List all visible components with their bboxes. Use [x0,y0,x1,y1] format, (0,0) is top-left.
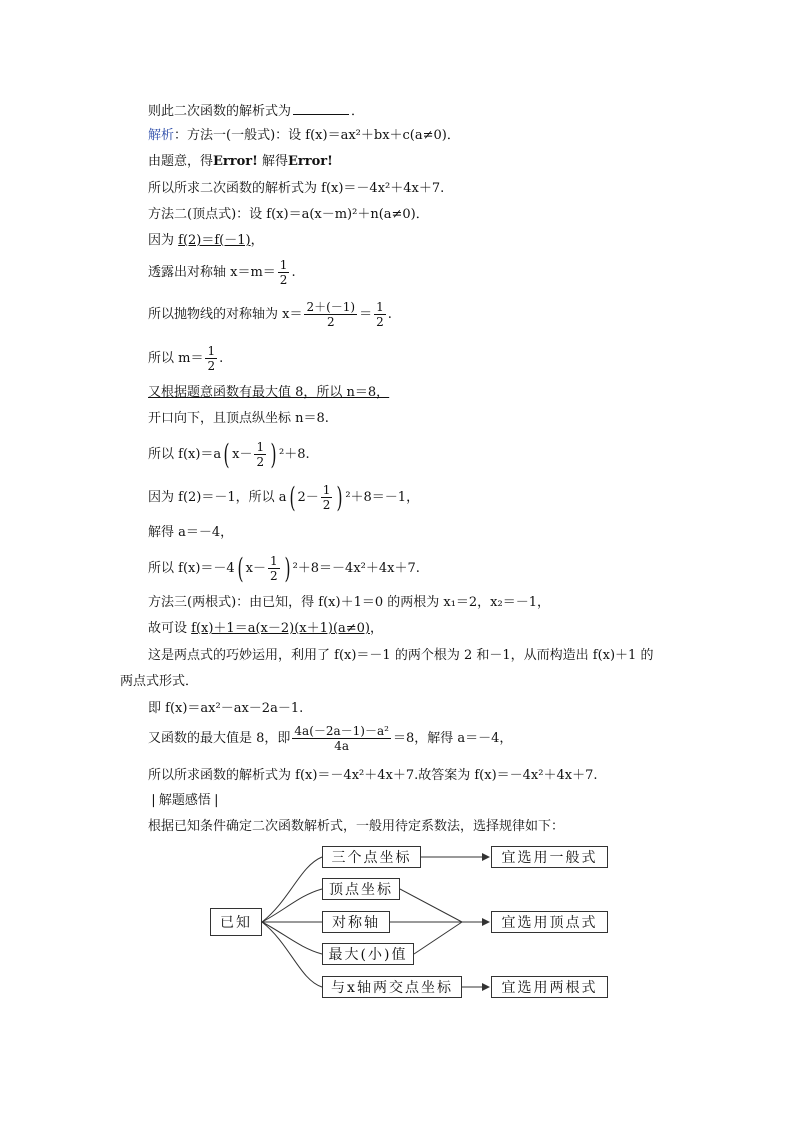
final-answer-line: 所以所求函数的解析式为 f(x)＝－4x²＋4x＋7.故答案为 f(x)＝－4x²＋4x＋7. [148,768,598,783]
condition-three-points: 三个点坐标 [322,846,421,868]
question-line [148,102,364,121]
condition-max-min-value: 最大(小)值 [322,943,414,965]
numerator: 1 [269,554,278,568]
left-paren: ( [223,437,230,471]
denominator: 2 [376,315,384,329]
max-value-line: 又根据题意函数有最大值 8，所以 n＝8， [148,385,390,400]
question-end: ． [351,104,365,119]
text: 所以 f(x)＝a [148,447,222,462]
numerator: 1 [322,483,331,497]
method-one-text: ：方法一(一般式)：设 f(x)＝ax²＋bx＋c(a≠0)． [174,128,460,143]
numerator: 1 [279,258,288,272]
parabola-axis-line [148,300,392,329]
insight-heading: ❘解题感悟❘ [148,793,222,808]
result-line-2 [148,551,420,585]
numerator: 4a(－2a－1)－a² [294,724,389,738]
underlined-condition: f(2)＝f(－1) [178,233,251,248]
numerator: 1 [256,440,265,454]
text: x－ [232,447,253,462]
text: 又函数的最大值是 8，即 [148,731,291,746]
condition-vertex-coordinates: 顶点坐标 [322,878,400,900]
two-root-form-line [148,620,383,638]
denominator: 2 [279,273,288,287]
text: . [291,265,296,280]
text: ²＋8＝－1， [345,490,420,505]
text: 因为 [148,233,179,248]
numerator: 1 [376,300,384,314]
fraction [321,483,333,512]
fraction [278,258,290,287]
solution-method-one [148,127,460,145]
numerator: 1 [207,344,216,358]
error-line [148,153,333,171]
left-paren: ( [237,551,244,585]
denominator: 2 [269,569,278,583]
fraction [205,344,217,373]
method-three-line: 方法三(两根式)：由已知，得 f(x)＋1＝0 的两根为 x₁＝2，x₂＝－1， [148,595,550,610]
condition-symmetry-axis: 对称轴 [322,911,390,933]
fraction [254,440,266,469]
result-general-form: 宜选用一般式 [491,846,608,868]
fraction [268,554,280,583]
max-value-formula-line [148,724,512,753]
text: 所以 f(x)＝－4 [148,561,235,576]
symmetry-cause-line [148,232,264,250]
answer-blank [293,102,349,115]
text: x－ [245,561,266,576]
result-vertex-form: 宜选用顶点式 [491,911,608,933]
denominator: 2 [207,359,216,373]
result-line-1: 所以所求二次函数的解析式为 f(x)＝－4x²＋4x＋7. [148,181,445,196]
text: 因为 f(2)＝－1，所以 a [148,490,287,505]
right-paren: ) [336,480,343,514]
denominator: 2 [322,498,331,512]
left-paren: ( [288,480,295,514]
error-text-1: Error! [213,154,258,169]
expanded-form-line: 即 f(x)＝ax²－ax－2a－1. [148,701,304,716]
fraction [304,300,357,329]
text: 所以抛物线的对称轴为 x＝ [148,307,303,322]
question-text: 则此二次函数的解析式为 [148,104,292,119]
text: . [219,351,224,366]
vertex-form-line [148,437,310,471]
insight-text: 根据已知条件确定二次函数解析式，一般用待定系数法，选择规律如下： [148,819,565,834]
error-line-mid: 解得 [257,154,288,169]
numerator: 2＋(－1) [306,300,356,314]
denominator: 2 [256,455,265,469]
error-text-2: Error! [288,154,333,169]
text: ²＋8＝－4x²＋4x＋7. [292,561,420,576]
text: 故可设 [148,621,192,636]
m-value-line [148,344,223,373]
result-two-root-form: 宜选用两根式 [491,976,608,998]
text: ， [250,233,264,248]
error-line-prefix: 由题意，得 [148,154,214,169]
solution-label: 解析 [148,128,175,143]
fraction [374,300,386,329]
diagram-root-known: 已知 [210,908,262,936]
symmetry-axis-line [148,258,296,287]
substitution-line [148,480,420,514]
condition-x-axis-intersections: 与x轴两交点坐标 [322,976,462,998]
text: ＝ [359,307,373,322]
denominator: 2 [326,315,335,329]
right-paren: ) [270,437,277,471]
text: ， [370,621,384,636]
text: ²＋8. [279,447,310,462]
fraction [292,724,391,753]
vertex-line: 开口向下，且顶点纵坐标 n＝8. [148,411,329,426]
explanation-line: 这是两点式的巧妙运用，利用了 f(x)＝－1 的两个根为 2 和－1，从而构造出 f(x)＋1 的 [148,648,654,663]
solve-a-line: 解得 a＝－4， [148,525,234,540]
text: 所以 m＝ [148,351,204,366]
denominator: 4a [334,739,350,753]
underlined-formula: f(x)＋1＝a(x－2)(x＋1)(a≠0) [191,621,370,636]
text: ＝8，解得 a＝－4， [392,731,513,746]
text: 2－ [297,490,319,505]
explanation-line-2: 两点式形式． [120,674,199,689]
text: . [387,307,392,322]
text: 透露出对称轴 x＝m＝ [148,265,276,280]
right-paren: ) [284,551,291,585]
method-two-line: 方法二(顶点式)：设 f(x)＝a(x－m)²＋n(a≠0)． [148,207,429,222]
